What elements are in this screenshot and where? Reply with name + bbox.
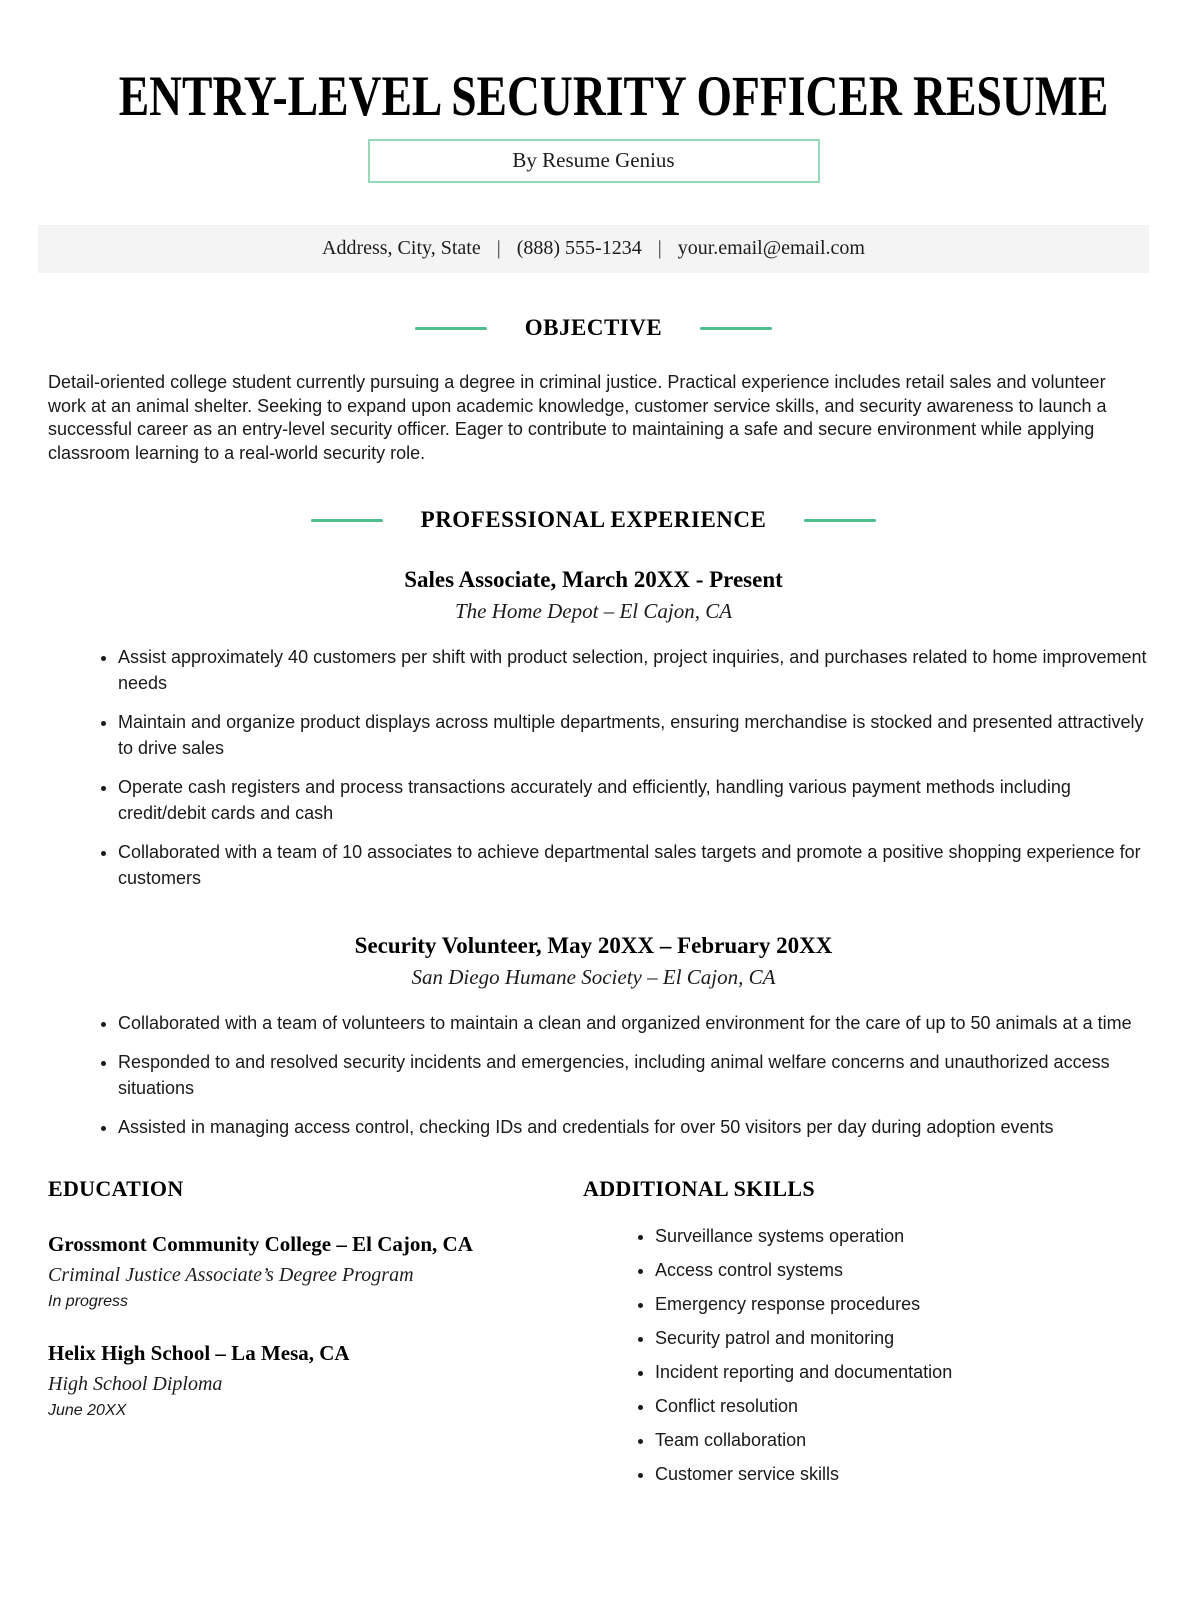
job-company: The Home Depot – El Cajon, CA	[454, 599, 733, 623]
job-entry	[0, 933, 1187, 1140]
job-bullet: • Collaborated with a team of volunteers to maintain a clean and organized environment for the care of up to 50 animals at a time	[118, 1010, 1147, 1036]
job-bullet: • Assisted in managing access control, checking IDs and credentials for over 50 visitors per day during adoption events	[118, 1114, 1147, 1140]
skill-item: • Incident reporting and documentation	[655, 1362, 1139, 1383]
contact-address: Address, City, State	[322, 237, 481, 259]
page-title: ENTRY-LEVEL SECURITY OFFICER RESUME	[118, 65, 1109, 128]
contact-separator: |	[657, 237, 662, 259]
contact-bar	[38, 225, 1149, 273]
objective-heading-label: OBJECTIVE	[524, 315, 663, 340]
skills-section	[553, 1176, 1139, 1498]
job-company: San Diego Humane Society – El Cajon, CA	[411, 965, 776, 989]
heading-dash-left	[415, 327, 487, 330]
bottom-columns	[48, 1176, 1139, 1498]
objective-section-heading	[0, 315, 1187, 341]
contact-email[interactable]: your.email@email.com	[677, 237, 865, 259]
education-status: June 20XX	[48, 1402, 127, 1419]
job-bullet-list	[0, 644, 1147, 891]
education-school: Grossmont Community College – El Cajon, CA	[48, 1232, 473, 1256]
education-entry	[48, 1232, 553, 1311]
education-heading: EDUCATION	[48, 1176, 184, 1201]
objective-text: Detail-oriented college student currently pursuing a degree in criminal justice. Practical experience includes retail sales and volunteer work at an animal shelter. Seeking to expand upon academic knowledge, customer service skills, and security awareness to launch a successful career as an entry-level security officer. Eager to contribute to maintaining a safe and secure environment while applying classroom learning to a real-world security role.	[48, 372, 1107, 463]
skill-item: • Emergency response procedures	[655, 1294, 1139, 1315]
skill-item: • Surveillance systems operation	[655, 1226, 1139, 1247]
job-bullet-list	[0, 1010, 1147, 1140]
skill-item: • Team collaboration	[655, 1430, 1139, 1451]
job-entry	[0, 567, 1187, 891]
heading-dash-right	[804, 519, 876, 522]
byline-box	[368, 139, 820, 183]
education-entry	[48, 1341, 553, 1420]
experience-section-heading	[0, 507, 1187, 533]
contact-separator: |	[496, 237, 501, 259]
skill-item: • Security patrol and monitoring	[655, 1328, 1139, 1349]
job-bullet: • Collaborated with a team of 10 associates to achieve departmental sales targets and promote a positive shopping experience for customers	[118, 839, 1147, 891]
heading-dash-right	[700, 327, 772, 330]
skills-list	[583, 1226, 1139, 1485]
job-bullet: • Maintain and organize product displays across multiple departments, ensuring merchandise is stocked and presented attractively to drive sales	[118, 709, 1147, 761]
job-bullet: • Responded to and resolved security incidents and emergencies, including animal welfare concerns and unauthorized access situations	[118, 1049, 1147, 1101]
skill-item: • Customer service skills	[655, 1464, 1139, 1485]
skill-item: • Access control systems	[655, 1260, 1139, 1281]
skills-heading: ADDITIONAL SKILLS	[583, 1176, 815, 1201]
byline-text: By Resume Genius	[512, 148, 675, 172]
education-school: Helix High School – La Mesa, CA	[48, 1341, 350, 1365]
job-bullet: • Assist approximately 40 customers per shift with product selection, project inquiries, and purchases related to home improvement needs	[118, 644, 1147, 696]
heading-dash-left	[311, 519, 383, 522]
education-status: In progress	[48, 1293, 129, 1310]
contact-phone: (888) 555-1234	[516, 237, 642, 259]
experience-heading-label: PROFESSIONAL EXPERIENCE	[420, 507, 767, 532]
job-bullet: • Operate cash registers and process transactions accurately and efficiently, handling various payment methods including credit/debit cards and cash	[118, 774, 1147, 826]
job-title: Security Volunteer, May 20XX – February 20XX	[354, 933, 833, 958]
education-program: Criminal Justice Associate’s Degree Program	[48, 1264, 414, 1286]
skill-item: • Conflict resolution	[655, 1396, 1139, 1417]
job-title: Sales Associate, March 20XX - Present	[404, 567, 783, 592]
education-program: High School Diploma	[48, 1373, 223, 1395]
education-section	[48, 1176, 553, 1498]
